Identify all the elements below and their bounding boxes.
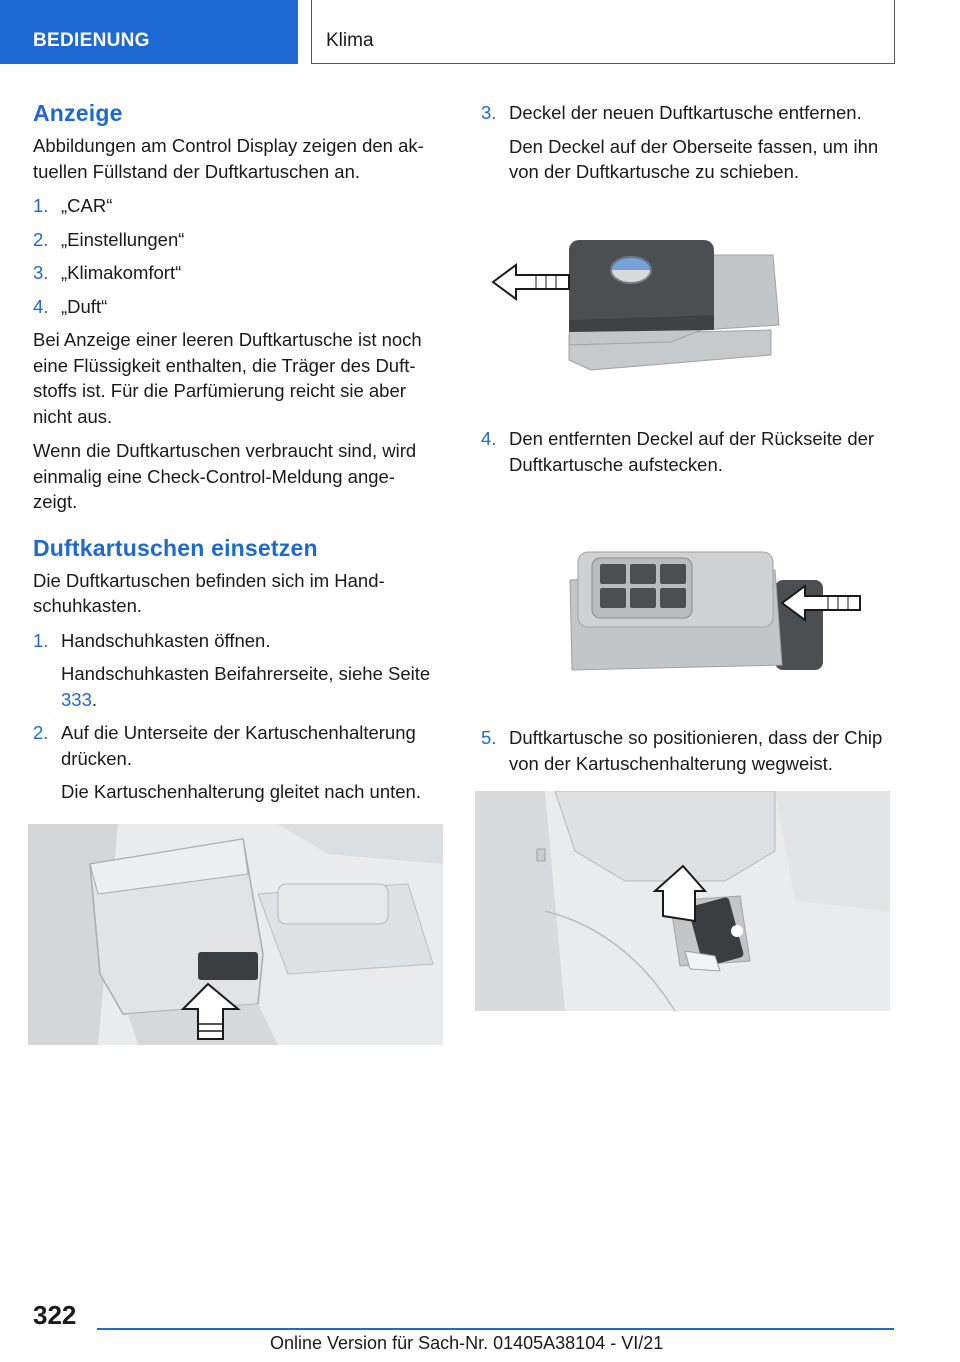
menu-step-3: 3. „Klimakomfort“ xyxy=(33,262,182,283)
paragraph-location: Die Duftkartuschen befinden sich im Hand-schuhkasten. xyxy=(33,569,385,616)
paragraph-check-control: Wenn die Duftkartuschen verbraucht sind, wird einmalig eine Check-Control-Meldung ange-zeigt. xyxy=(33,440,417,512)
step-5: 5. Duftkartusche so positionieren, dass der Chip von der Kartuschenhalterung wegweist. xyxy=(481,727,883,774)
page-link-333[interactable]: 333 xyxy=(61,688,92,710)
header-chapter-label: Klima xyxy=(326,30,374,51)
cartridge-lid-remove-image xyxy=(481,230,791,380)
header-section-label: BEDIENUNG xyxy=(33,30,150,51)
header-chapter-box xyxy=(311,0,895,64)
page-number: 322 xyxy=(33,1300,77,1330)
step-3: 3. Deckel der neuen Duftkartusche entfernen. xyxy=(481,102,862,123)
step-4-block xyxy=(481,426,896,485)
footer-online-version: Online Version für Sach-Nr. 01405A38104 - VI/21 xyxy=(270,1333,664,1353)
header-section-tab xyxy=(0,0,298,64)
cartridge-position-image xyxy=(475,791,890,1011)
step-1: 1. Handschuhkasten öffnen. xyxy=(33,629,271,651)
heading-anzeige: Anzeige xyxy=(33,100,123,126)
step-1-detail: Handschuhkasten Beifahrerseite, siehe Seite 333. xyxy=(61,663,431,710)
left-column xyxy=(33,100,438,813)
step-3-detail: Den Deckel auf der Oberseite fassen, um ihn von der Duftkartusche zu schieben. xyxy=(509,135,879,182)
paragraph-display-intro: Abbildungen am Control Display zeigen den ak-tuellen Füllstand der Duftkartuschen an. xyxy=(33,135,424,182)
right-column xyxy=(481,100,896,193)
cartridge-lid-attach-image xyxy=(560,540,870,675)
step-4: 4. Den entfernten Deckel auf der Rückseite der Duftkartusche aufstecken. xyxy=(481,428,875,475)
footer-divider xyxy=(97,1328,894,1330)
menu-step-2: 2. „Einstellungen“ xyxy=(33,228,185,250)
paragraph-empty-cartridge: Bei Anzeige einer leeren Duftkartusche ist noch eine Flüssigkeit enthalten, die Träger des Duft-stoffs ist. Für die Parfümierung reicht sie aber nicht aus. xyxy=(33,329,422,427)
step-2: 2. Auf die Unterseite der Kartuschenhalterung drücken. xyxy=(33,722,416,769)
glovebox-holder-image xyxy=(28,824,443,1045)
step-2-detail: Die Kartuschenhalterung gleitet nach unten. xyxy=(61,781,421,802)
menu-step-1: 1. „CAR“ xyxy=(33,195,113,216)
step-5-block xyxy=(481,725,896,784)
menu-step-4: 4. „Duft“ xyxy=(33,295,108,317)
heading-insert-cartridges: Duftkartuschen einsetzen xyxy=(33,534,318,561)
